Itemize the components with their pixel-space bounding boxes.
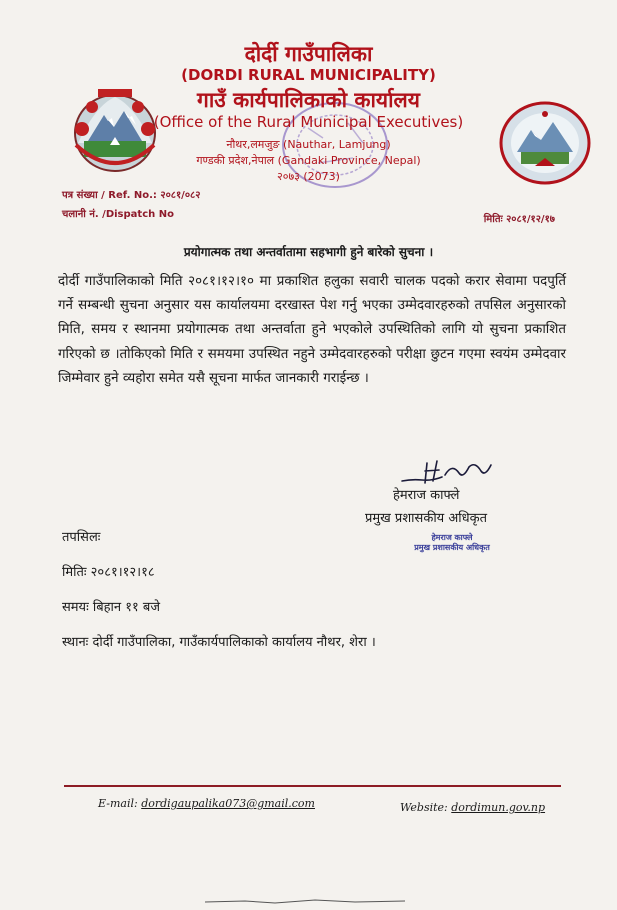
scan-edge-mark <box>205 896 405 906</box>
address-line-1: नौथर,लमजुङ (Nauthar, Lamjung) <box>226 138 391 151</box>
municipality-name-english: (DORDI RURAL MUNICIPALITY) <box>181 66 436 84</box>
signatory-name: हेमराज काफ्ले <box>393 488 460 503</box>
footer-website <box>400 801 545 814</box>
letter-date: मितिः २०८१/१२/१७ <box>483 214 555 225</box>
address-line-2: गण्डकी प्रदेश,नेपाल (Gandaki Province, Nepal) <box>196 154 421 167</box>
schedule-place: स्थानः दोर्दी गाउँपालिका, गाउँकार्यपालिकाको कार्यालय नौथर, शेरा । <box>62 635 376 650</box>
notice-body: दोर्दी गाउँपालिकाको मिति २०८१।१२।१० मा प्रकाशित हलुका सवारी चालक पदको करार सेवामा पदपुर्ति गर्ने सम्बन्धी सुचना अनुसार यस कार्यालयमा दरखास्त पेश गर्नु भएका उम्मेदवारहरुको तपसिल अनुसारको मिति, समय र स्थानमा प्रयोगात्मक तथा अन्तर्वाता हुने भएकोले उपस्थितिको लागि यो सुचना प्रकाशित गरिएको छ ।तोकिएको मिति र समयमा उपस्थित नहुने उम्मेदवारहरुको परीक्षा छुटन गएमा स्वयंम उम्मेदवार जिम्मेवार हुने व्यहोरा समेत यसै सूचना मार्फत जानकारी गराईन्छ । <box>58 274 566 386</box>
website-link[interactable]: dordimun.gov.np <box>451 801 546 814</box>
email-label: E-mail: <box>98 797 138 810</box>
dispatch-number: चलानी नं. /Dispatch No <box>62 209 174 220</box>
municipality-name-nepali: दोर्दी गाउँपालिका <box>244 42 373 66</box>
office-name-nepali: गाउँ कार्यपालिकाको कार्यालय <box>197 88 420 112</box>
notice-subject: प्रयोगात्मक तथा अन्तर्वातामा सहभागी हुने बारेको सुचना । <box>183 245 434 259</box>
signature-icon <box>397 455 497 487</box>
email-link[interactable]: dordigaupalika073@gmail.com <box>141 797 315 810</box>
website-label: Website: <box>400 801 448 814</box>
footer-divider <box>64 785 561 787</box>
schedule-date: मितिः २०८१।१२।१८ <box>62 565 155 580</box>
stamp-name: हेमराज काफ्ले <box>431 533 473 542</box>
signatory-stamp <box>397 533 507 553</box>
office-name-english: (Office of the Rural Municipal Executives) <box>153 113 464 131</box>
footer-email <box>98 797 315 810</box>
stamp-title: प्रमुख प्रशासकीय अधिकृत <box>414 543 490 552</box>
reference-number: पत्र संख्या / Ref. No.: २०८१/०८२ <box>62 190 201 201</box>
schedule-heading: तपसिलः <box>62 530 101 545</box>
signatory-title: प्रमुख प्रशासकीय अधिकृत <box>365 511 488 526</box>
schedule-time: समयः बिहान ११ बजे <box>62 600 160 615</box>
established-year: २०७३ (2073) <box>277 170 340 183</box>
